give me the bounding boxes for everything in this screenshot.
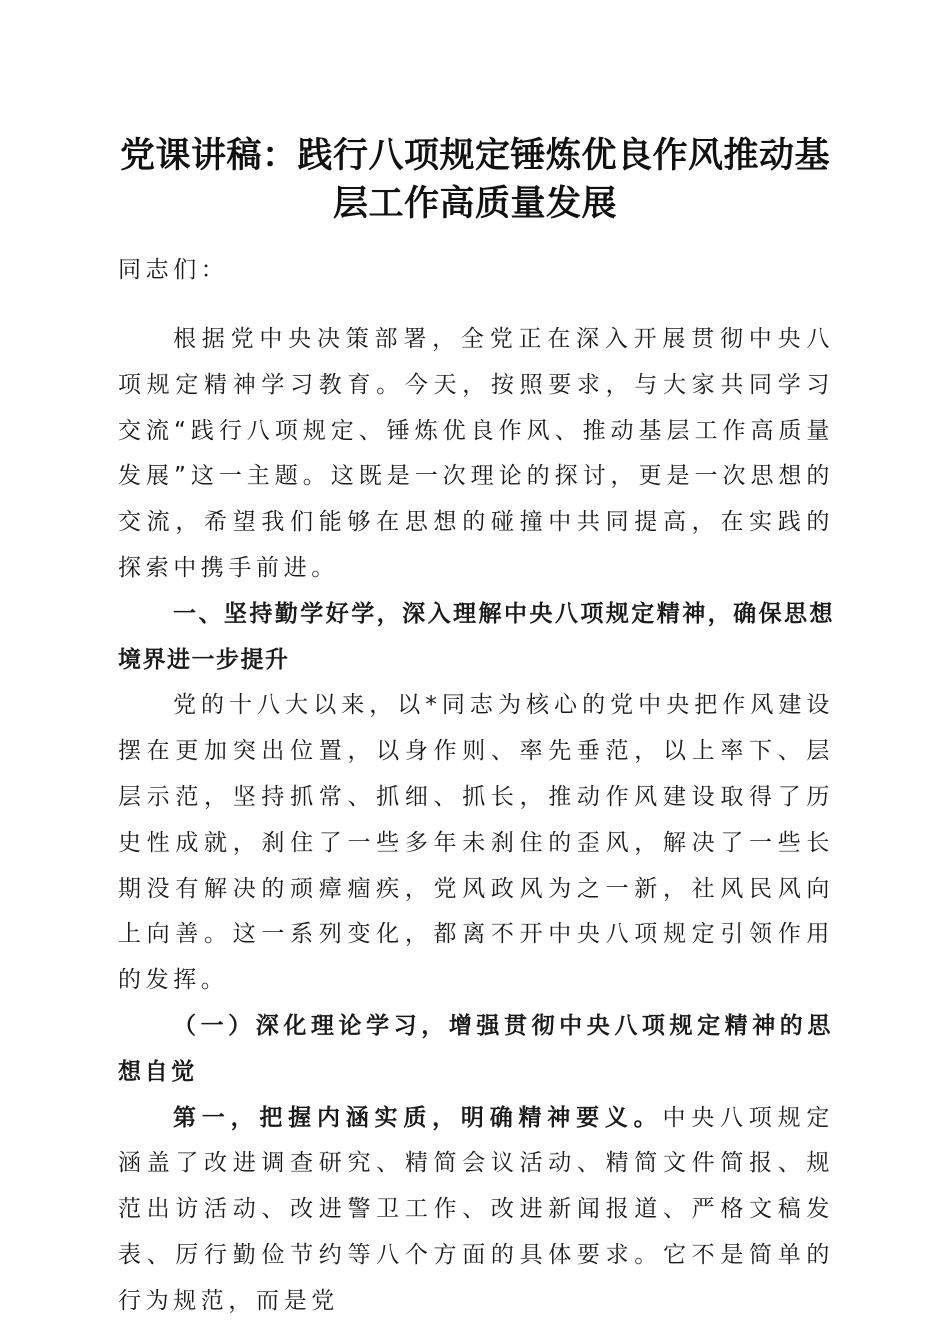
document-title: [100, 132, 850, 228]
subsection-heading-1: （一）深化理论学习，增强贯彻中央八项规定精神的思想自觉: [118, 1012, 834, 1085]
intro-paragraph: 根据党中央决策部署，全党正在深入开展贯彻中央八项规定精神学习教育。今天，按照要求，与大家共同学习交流“践行八项规定、锤炼优良作风、推动基层工作高质量发展”这一主题。这既是一次理论的探讨，更是一次思想的交流，希望我们能够在思想的碰撞中共同提高，在实践的探索中携手前进。: [118, 326, 834, 581]
title-line-2: 层工作高质量发展: [332, 183, 617, 224]
salutation: [118, 248, 834, 294]
section-heading-1: 一、坚持勤学好学，深入理解中央八项规定精神，确保思想境界进一步提升: [118, 600, 834, 673]
salutation-text: 同志们：: [118, 257, 229, 283]
title-line-1: 党课讲稿：践行八项规定锤炼优良作风推动基: [119, 135, 830, 176]
point-lead: 第一，把握内涵实质，明确精神要义。: [173, 1104, 663, 1131]
document-body: [118, 317, 834, 1325]
section-1-paragraph: 党的十八大以来，以*同志为核心的党中央把作风建设摆在更加突出位置，以身作则、率先垂范，以上率下、层层示范，坚持抓常、抓细、抓长，推动作风建设取得了历史性成就，刹住了一些多年未刹住的歪风，解决了一些长期没有解决的顽瘴痼疾，党风政风为之一新，社风民风向上向善。这一系列变化，都离不开中央八项规定引领作用的发挥。: [118, 692, 834, 994]
point-paragraph-1: [118, 1096, 834, 1325]
point-body: 中央八项规定涵盖了改进调查研究、精简会议活动、精简文件简报、规范出访活动、改进警卫工作、改进新闻报道、严格文稿发表、厉行勤俭节约等八个方面的具体要求。它不是简单的行为规范，而是党: [118, 1104, 834, 1314]
